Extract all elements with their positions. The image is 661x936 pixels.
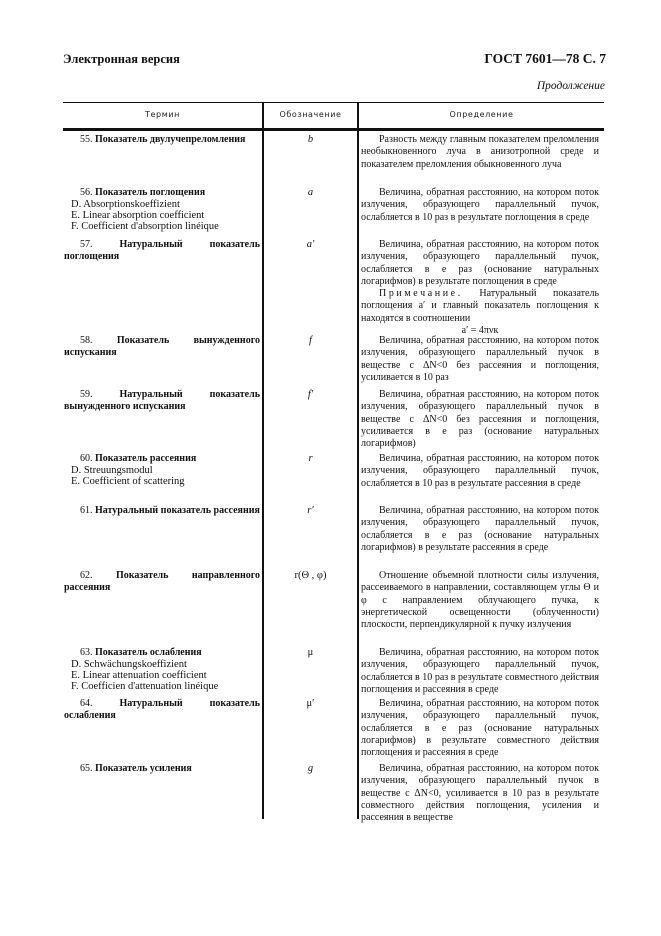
term-name: Показатель ослабления xyxy=(95,647,202,658)
definition-cell xyxy=(361,187,599,224)
page-header-left: Электронная версия xyxy=(63,52,180,66)
definition-cell xyxy=(361,453,599,490)
term-name: Натуральный показатель ослабления xyxy=(64,698,260,721)
symbol-cell: r(Θ , φ) xyxy=(294,570,327,581)
page-header-right: ГОСТ 7601—78 С. 7 xyxy=(484,51,606,66)
term-cell xyxy=(64,763,260,775)
term-number: 64. xyxy=(80,698,93,709)
definition-cell xyxy=(361,239,599,337)
term-cell xyxy=(64,647,260,692)
symbol-cell: a xyxy=(307,187,314,198)
translation-en: E. Linear absorption coefficient xyxy=(71,209,205,221)
column-header-definition: Определение xyxy=(449,110,514,119)
term-name: Показатель усиления xyxy=(95,763,192,774)
term-number: 63. xyxy=(80,647,93,658)
definition-text: Величина, обратная расстоянию, на котором поток излучения, образующего параллельный пучок, ослабляется в e раз (основание натуральных логарифмов) в результате совместного действия поглощения и рассеяния в среде xyxy=(361,698,599,759)
term-number: 60. xyxy=(80,453,93,464)
definition-cell xyxy=(361,335,599,384)
definition-text: Величина, обратная расстоянию, на котором поток излучения, образующего параллельный пучок, ослабляется в 10 раз в результате поглощения в среде xyxy=(361,187,599,223)
term-name: Показатель вынужденного испускания xyxy=(64,335,260,358)
term-name: Показатель двулучепреломления xyxy=(95,134,246,145)
term-cell xyxy=(64,698,260,721)
symbol-cell: b xyxy=(307,134,314,145)
symbol-cell: f xyxy=(309,335,312,346)
term-cell xyxy=(64,335,260,358)
term-cell xyxy=(64,134,260,146)
note-text: Натуральный показатель поглощения a′ и главный показатель поглощения к находятся в соотношении xyxy=(361,288,599,324)
term-number: 61. xyxy=(80,505,93,516)
symbol-cell: μ′ xyxy=(306,698,315,709)
translation-de: D. Streuungsmodul xyxy=(71,464,153,476)
translation-en: E. Linear attenuation coefficient xyxy=(71,669,207,681)
definition-text: Величина, обратная расстоянию, на котором поток излучения, образующего параллельный пучок, ослабляется в e раз (основание натуральных логарифмов) в результате рассеяния в среде xyxy=(361,505,599,553)
column-header-term: Термин xyxy=(145,110,180,119)
symbol-cell: μ xyxy=(307,647,314,658)
definition-text: Величина, обратная расстоянию, на котором поток излучения, образующего параллельный пучок, ослабляется в 10 раз в результате рассеяния в среде xyxy=(361,453,599,489)
definition-cell xyxy=(361,698,599,759)
term-cell xyxy=(64,570,260,593)
symbol-cell: r′ xyxy=(307,505,314,516)
definition-text: Величина, обратная расстоянию, на котором поток излучения, образующего параллельный пучок, ослабляется в 10 раз в результате совместного действия поглощения и рассеяния в среде xyxy=(361,647,599,695)
definition-text: Величина, обратная расстоянию, на котором поток излучения, образующего параллельный пучок в веществе с ΔN<0, усиливается в 10 раз в результате совместного действия поглощения, усиления и рассеяния в веществе xyxy=(361,763,599,824)
symbol-cell: g xyxy=(307,763,314,774)
definition-cell xyxy=(361,134,599,171)
column-header-symbol: Обозначение xyxy=(279,110,342,119)
definition-text: Отношение объемной плотности силы излучения, рассеиваемого в направлении, составляющем углы Θ и φ с направлением облучающего пучка, к энергетической освещенности (облученности) плоскости, перпендикулярной к пучку излучения xyxy=(361,570,599,631)
definition-cell xyxy=(361,647,599,696)
term-number: 59. xyxy=(80,389,93,400)
formula: a′ = 4πνк xyxy=(461,325,499,337)
definition-text: Величина, обратная расстоянию, на котором поток излучения, образующего параллельный пучок, ослабляется в e раз (основание натуральных логарифмов) в результате поглощения в среде xyxy=(361,239,599,287)
term-name: Показатель рассеяния xyxy=(95,453,197,464)
definition-text: Разность между главным показателем преломления необыкновенного луча в анизотропной среде и показателем преломления обыкновенного луча xyxy=(361,134,599,170)
continued-label: Продолжение xyxy=(536,80,605,92)
term-number: 62. xyxy=(80,570,93,581)
note-label: Примечание. xyxy=(379,288,463,300)
definition-cell xyxy=(361,505,599,554)
symbol-cell: r xyxy=(308,453,313,464)
term-name: Натуральный показатель рассеяния xyxy=(95,505,260,516)
term-cell xyxy=(64,187,260,232)
term-cell xyxy=(64,239,260,262)
term-number: 56. xyxy=(80,187,93,198)
translation-fr: F. Coefficient d'absorption linéique xyxy=(71,220,219,232)
definition-cell xyxy=(361,389,599,450)
translation-en: E. Coefficient of scattering xyxy=(71,475,185,487)
definition-cell xyxy=(361,570,599,631)
term-number: 57. xyxy=(80,239,93,250)
symbol-cell: a′ xyxy=(306,239,315,250)
term-cell xyxy=(64,453,260,487)
header-bottom-rule xyxy=(63,128,604,131)
term-number: 55. xyxy=(80,134,93,145)
column-divider-2 xyxy=(357,102,359,819)
term-name: Показатель направленного рассеяния xyxy=(64,570,261,593)
definition-text: Величина, обратная расстоянию, на котором поток излучения, образующего параллельный пучок в веществе с ΔN<0 без рассеяния и поглощения, усиливается в 10 раз xyxy=(361,335,599,383)
definition-cell xyxy=(361,763,599,824)
symbol-cell: f′ xyxy=(307,389,314,400)
term-name: Натуральный показатель поглощения xyxy=(64,239,260,262)
term-cell xyxy=(64,505,260,517)
term-name: Показатель поглощения xyxy=(95,187,206,198)
term-cell xyxy=(64,389,260,412)
term-number: 65. xyxy=(80,763,93,774)
translation-de: D. Schwächungskoeffizient xyxy=(71,658,187,670)
term-name: Натуральный показатель вынужденного испускания xyxy=(64,389,260,412)
translation-fr: F. Coefficien d'attenuation linéique xyxy=(71,680,219,692)
term-number: 58. xyxy=(80,335,93,346)
translation-de: D. Absorptionskoeffizient xyxy=(71,198,180,210)
definition-text: Величина, обратная расстоянию, на котором поток излучения, образующего параллельный пучок в веществе с ΔN<0 без рассеяния и поглощения, усиливается в e раз (основание натуральных логарифмов) xyxy=(361,389,599,450)
